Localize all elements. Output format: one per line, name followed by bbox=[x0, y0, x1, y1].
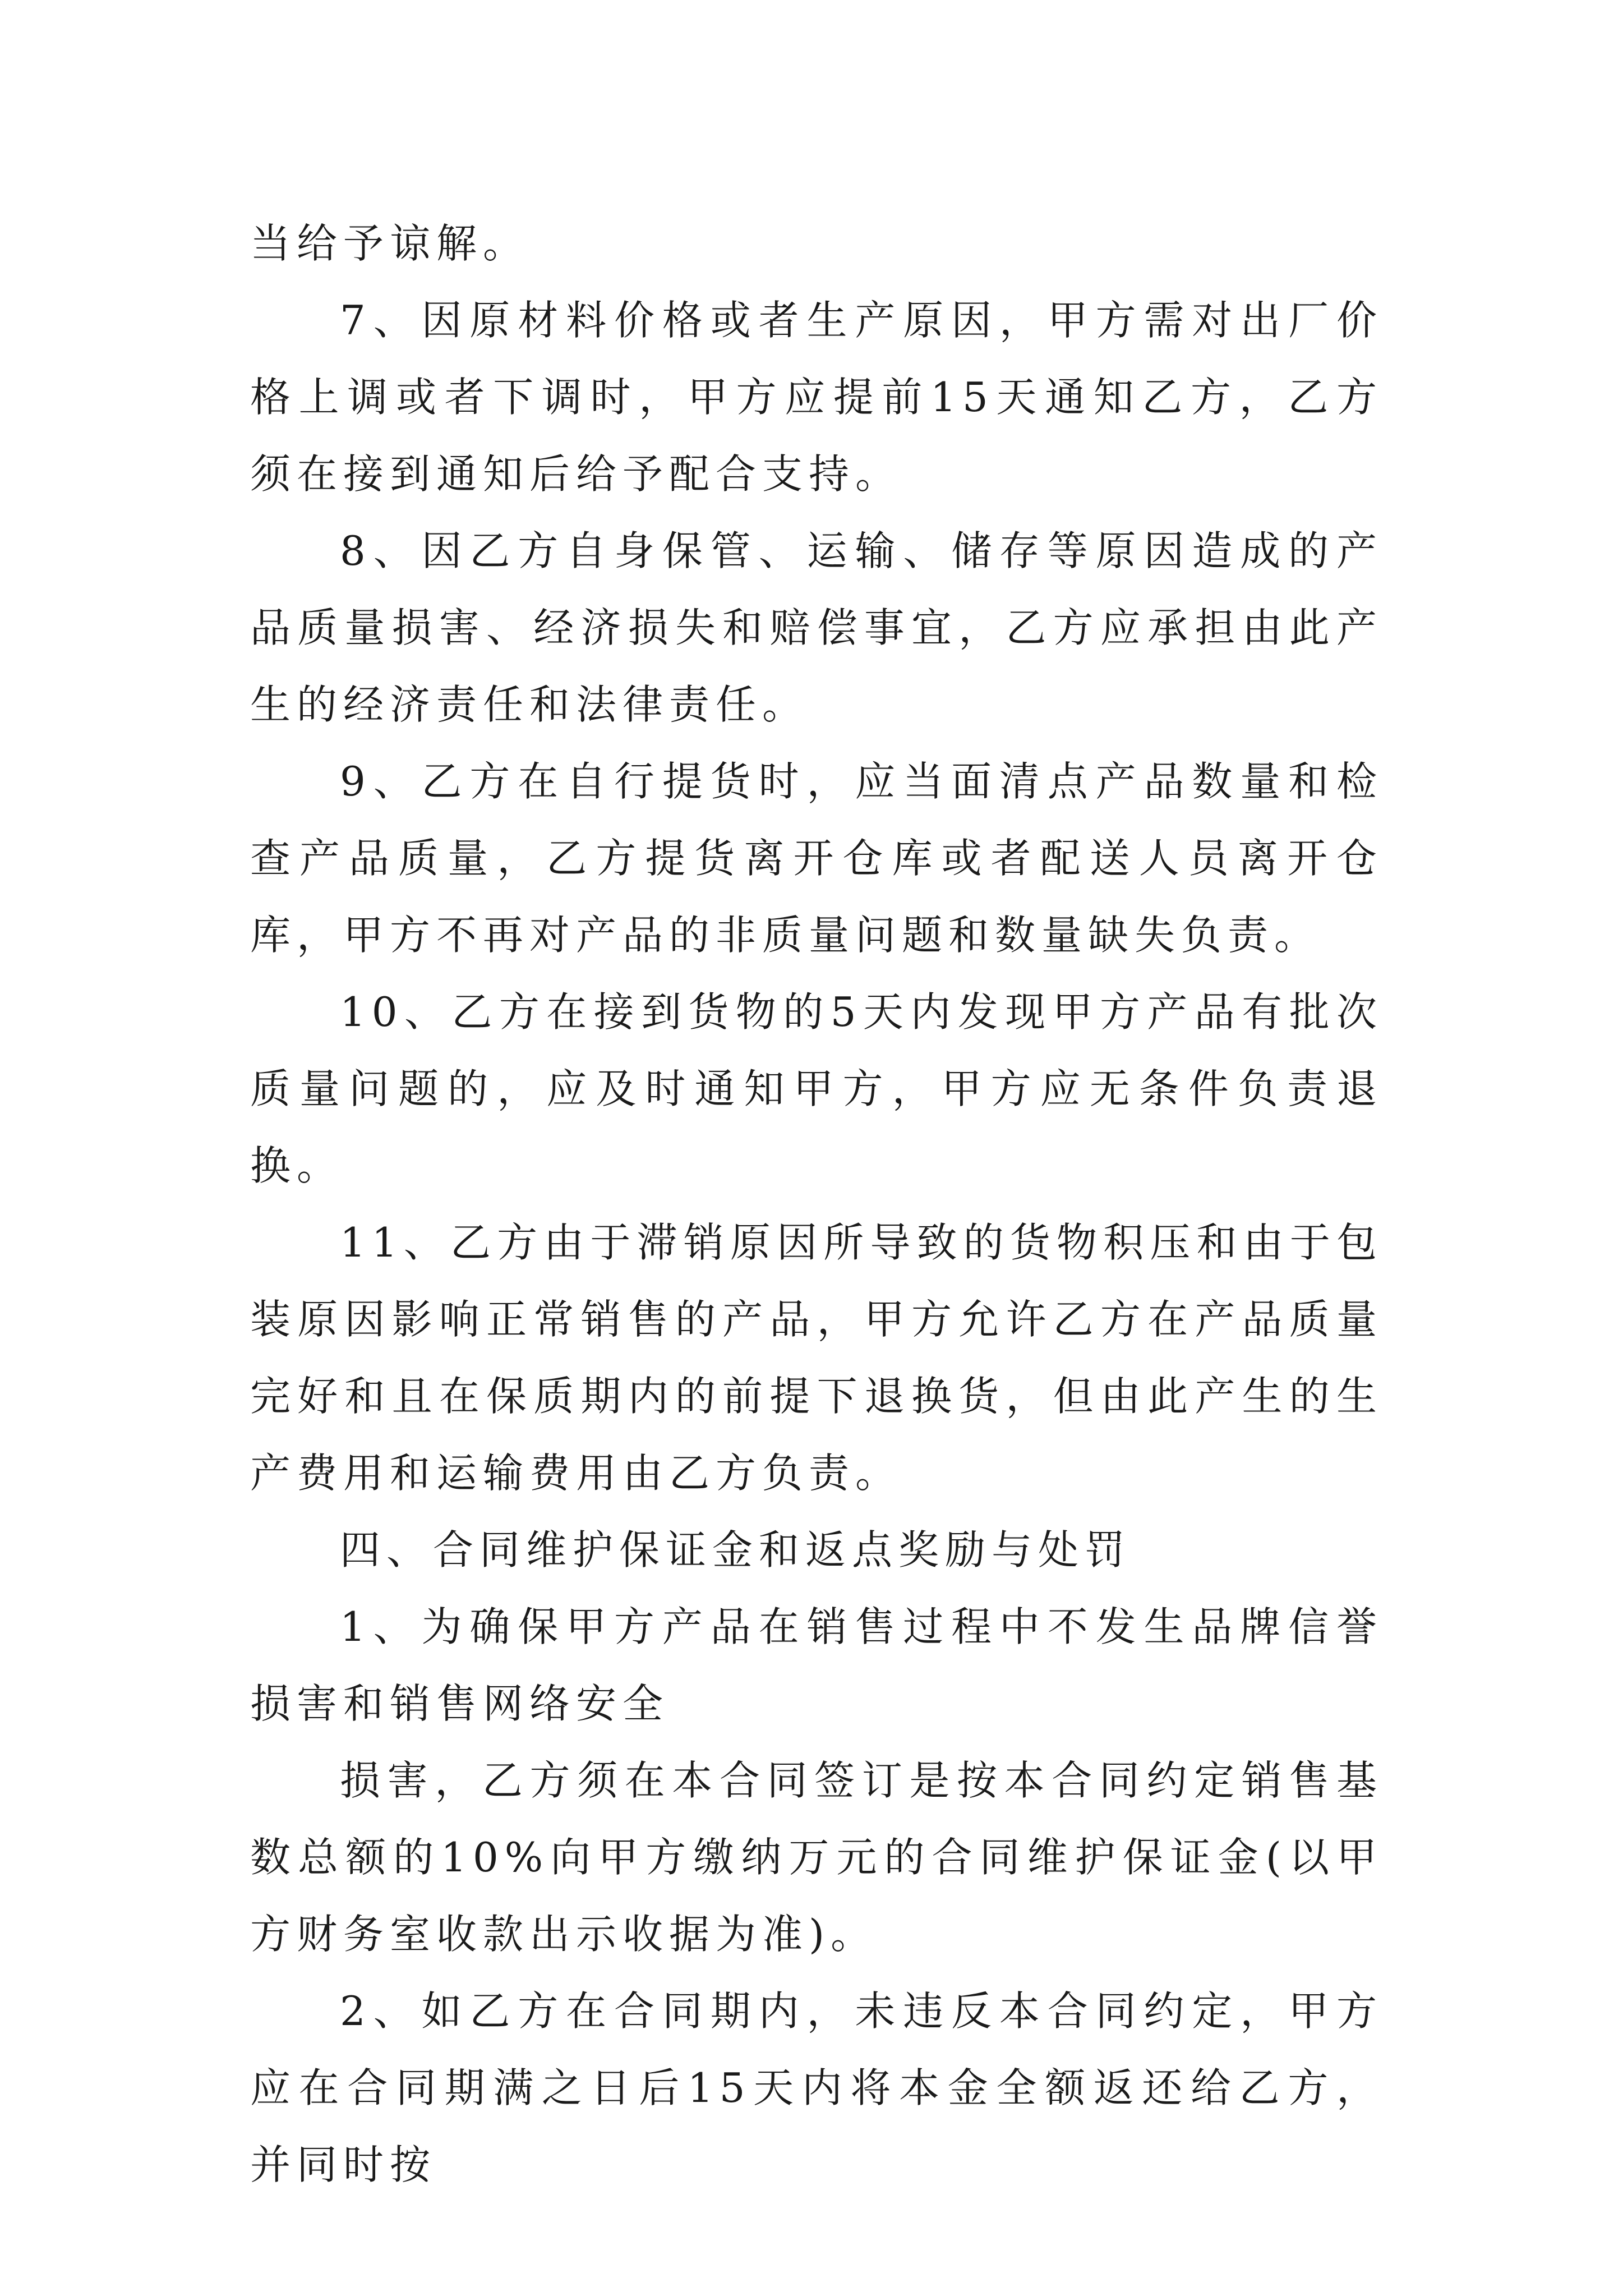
clause-4-2: 2、如乙方在合同期内，未违反本合同约定，甲方应在合同期满之日后15天内将本金全额返还给乙方，并同时按 bbox=[250, 1987, 1383, 2188]
clause-4-1-continued: 损害，乙方须在本合同签订是按本合同约定销售基数总额的10%向甲方缴纳万元的合同维护保证金(以甲方财务室收款出示收据为准)。 bbox=[250, 1757, 1383, 1958]
clause-7: 7、因原材料价格或者生产原因，甲方需对出厂价格上调或者下调时，甲方应提前15天通知乙方，乙方须在接到通知后给予配合支持。 bbox=[250, 297, 1383, 498]
section-heading-4: 四、合同维护保证金和返点奖励与处罚 bbox=[340, 1526, 1132, 1573]
clause-9: 9、乙方在自行提货时，应当面清点产品数量和检查产品质量，乙方提货离开仓库或者配送人员离开仓库，甲方不再对产品的非质量问题和数量缺失负责。 bbox=[250, 758, 1383, 959]
clause-4-1: 1、为确保甲方产品在销售过程中不发生品牌信誉损害和销售网络安全 bbox=[250, 1603, 1383, 1727]
clause-10: 10、乙方在接到货物的5天内发现甲方产品有批次质量问题的，应及时通知甲方，甲方应无条件负责退换。 bbox=[250, 988, 1383, 1189]
paragraph-continuation: 当给予谅解。 bbox=[250, 220, 530, 267]
clause-8: 8、因乙方自身保管、运输、储存等原因造成的产品质量损害、经济损失和赔偿事宜，乙方应承担由此产生的经济责任和法律责任。 bbox=[250, 527, 1383, 728]
clause-11: 11、乙方由于滞销原因所导致的货物积压和由于包装原因影响正常销售的产品，甲方允许乙方在产品质量完好和且在保质期内的前提下退换货，但由此产生的生产费用和运输费用由乙方负责。 bbox=[250, 1219, 1383, 1497]
document-body bbox=[250, 205, 1383, 2203]
